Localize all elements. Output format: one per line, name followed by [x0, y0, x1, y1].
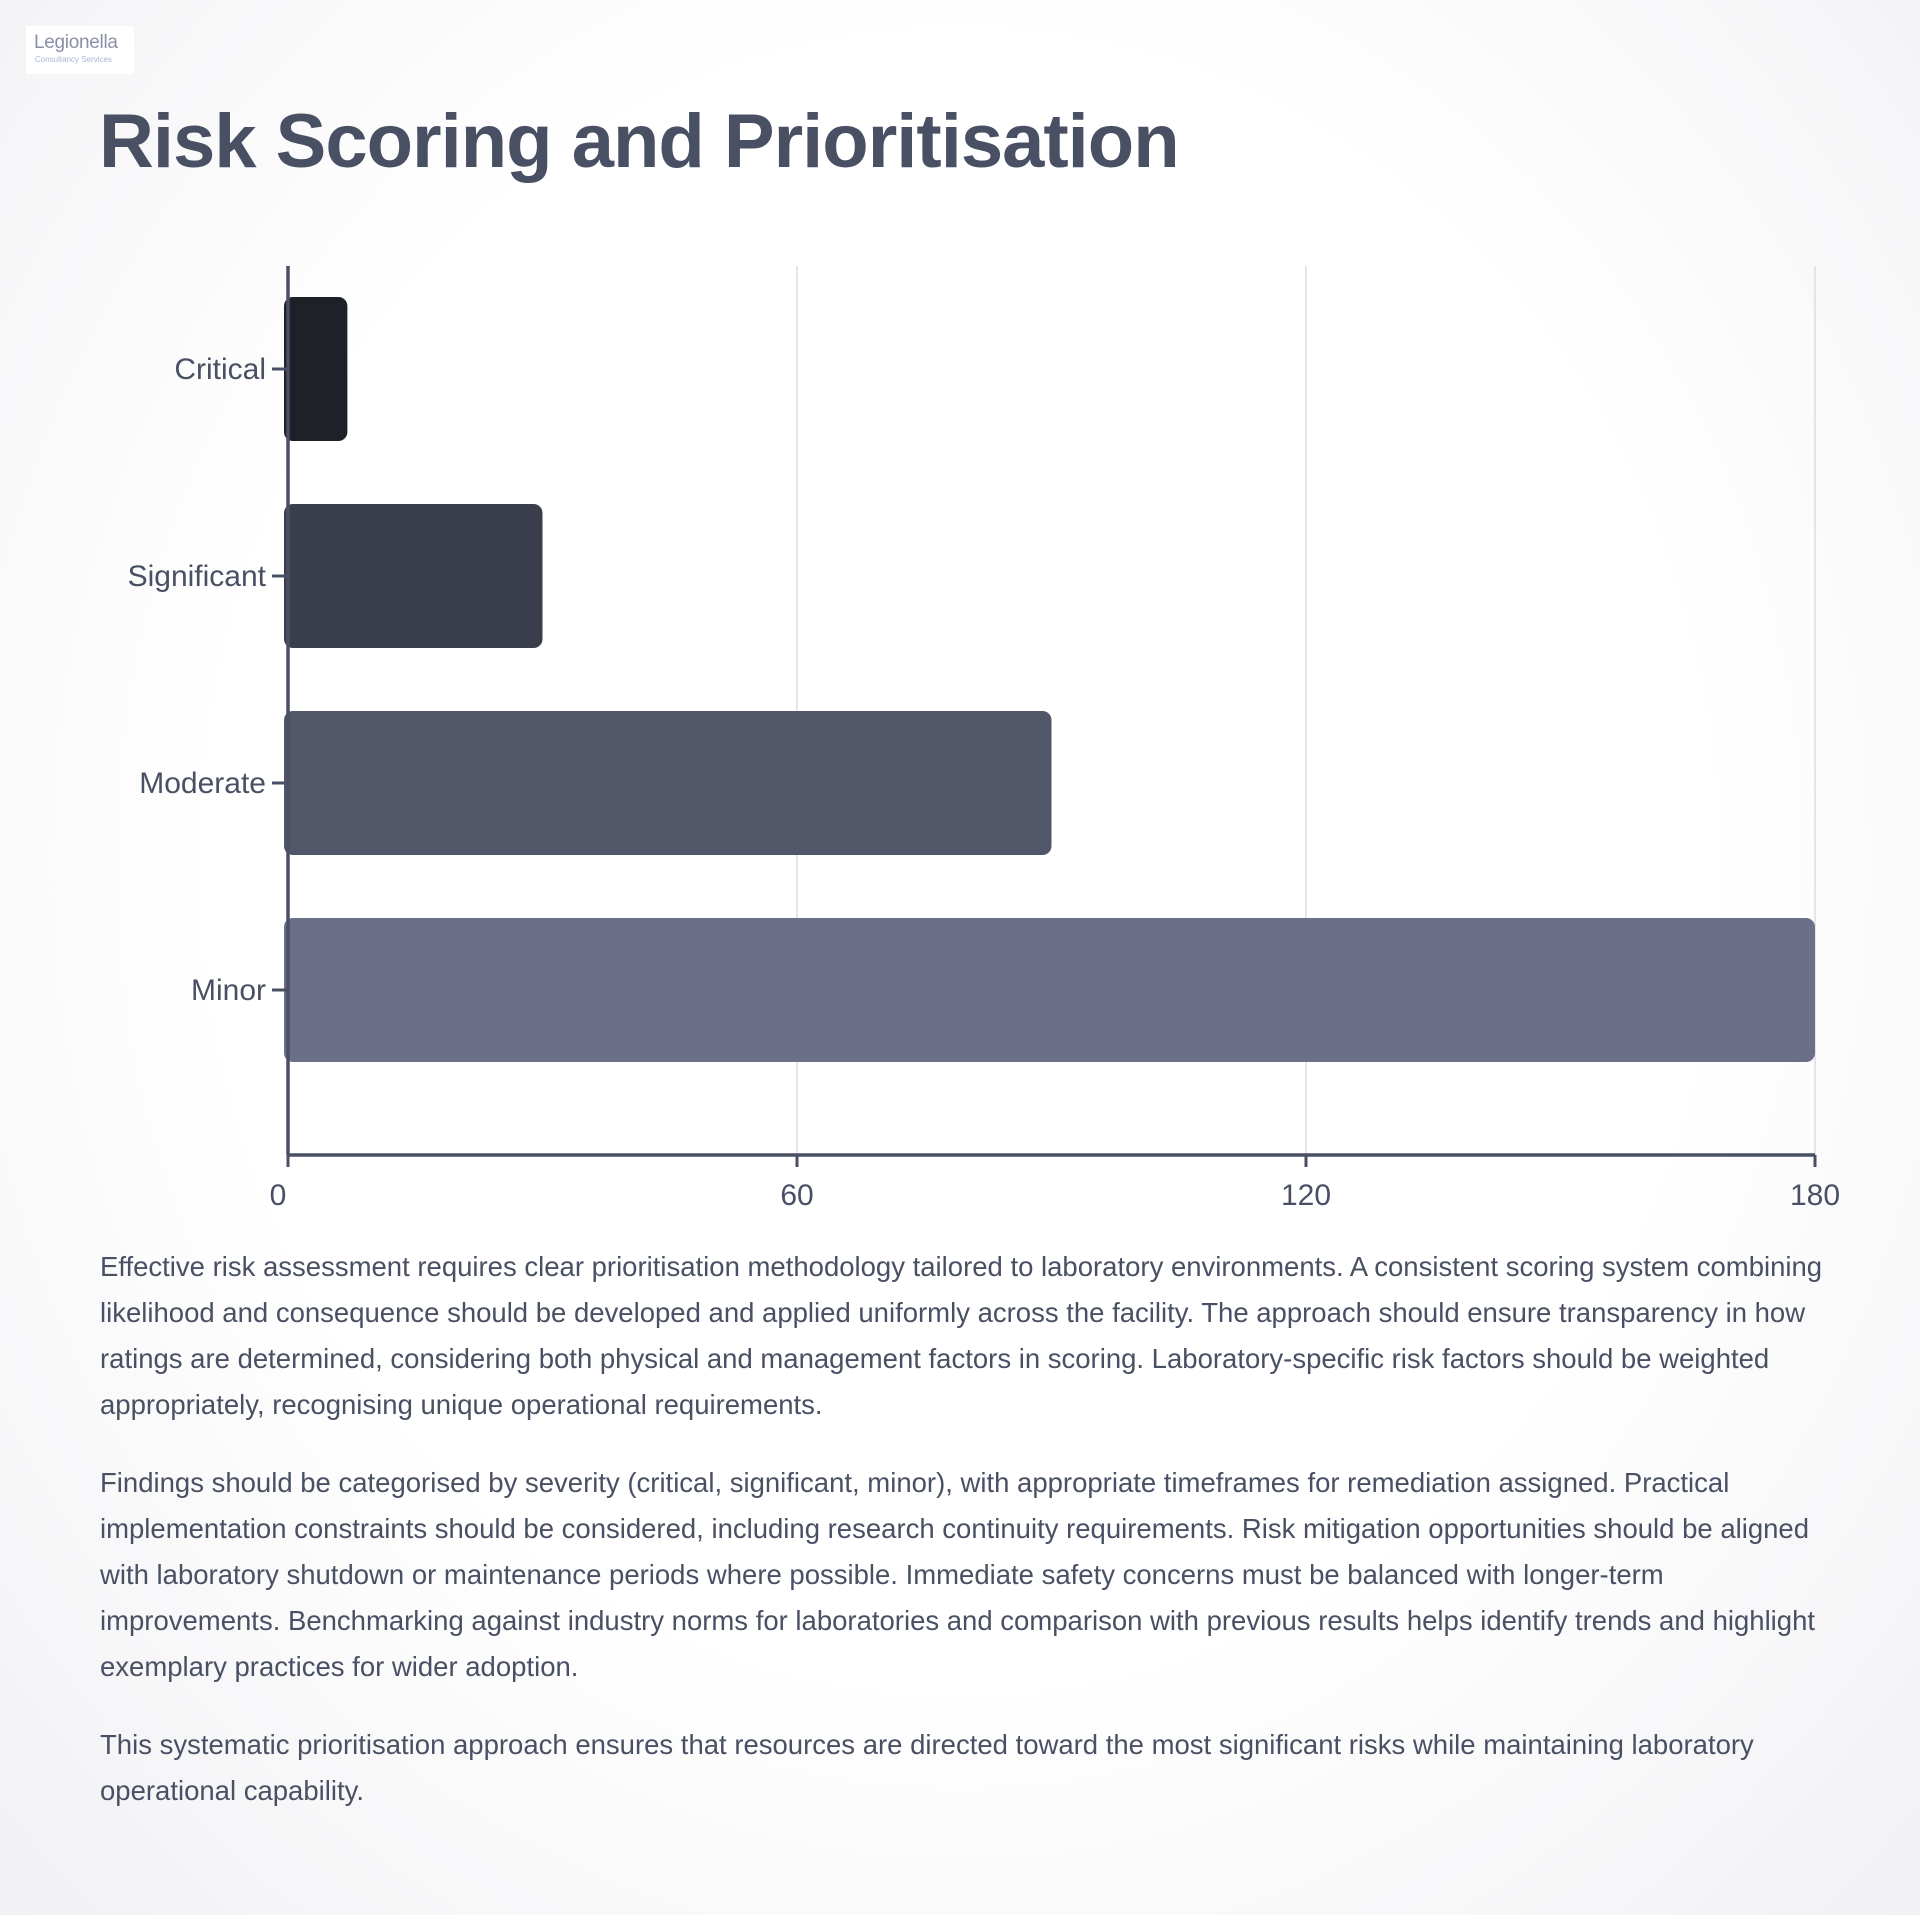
body-paragraph-2: Findings should be categorised by severity (critical, significant, minor), with appropriate timeframes for remediation assigned. Practical implementation constraints should be considered, including research continuity requirements. Risk mitigation opportunities should be aligned with laboratory shutdown or maintenance periods where possible. Immediate safety concerns must be balanced with longer-term improvements. Benchmarking against industry norms for laboratories and comparison with previous results helps identify trends and highlight exemplary practices for wider adoption. — [100, 1467, 1816, 1682]
y-tick-label-significant: Significant — [127, 560, 266, 593]
bar-significant — [284, 504, 543, 648]
page-title: Risk Scoring and Prioritisation — [99, 99, 1179, 184]
bar-moderate — [284, 711, 1052, 855]
y-tick-label-moderate: Moderate — [139, 767, 266, 800]
bar-critical — [284, 297, 347, 441]
logo-tagline: Consultancy Services — [35, 55, 112, 64]
body-paragraph-1: Effective risk assessment requires clear prioritisation methodology tailored to laboratory environments. A consistent scoring system combining likelihood and consequence should be developed and applied uniformly across the facility. The approach should ensure transparency in how ratings are determined, considering both physical and management factors in scoring. Laboratory-specific risk factors should be weighted appropriately, recognising unique operational requirements. — [100, 1251, 1823, 1420]
x-tick-label: 120 — [1280, 1179, 1332, 1212]
x-tick-label: 0 — [269, 1179, 287, 1212]
y-tick-label-critical: Critical — [174, 353, 266, 386]
body-text — [100, 1244, 1830, 1846]
x-tick-label: 60 — [780, 1179, 814, 1212]
logo-name: Legionella — [34, 32, 118, 53]
x-tick-label: 180 — [1789, 1179, 1841, 1212]
body-paragraph-3: This systematic prioritisation approach ensures that resources are directed toward the most significant risks while maintaining laboratory operational capability. — [100, 1729, 1754, 1806]
y-tick-label-minor: Minor — [190, 974, 266, 1007]
bar-minor — [284, 918, 1815, 1062]
